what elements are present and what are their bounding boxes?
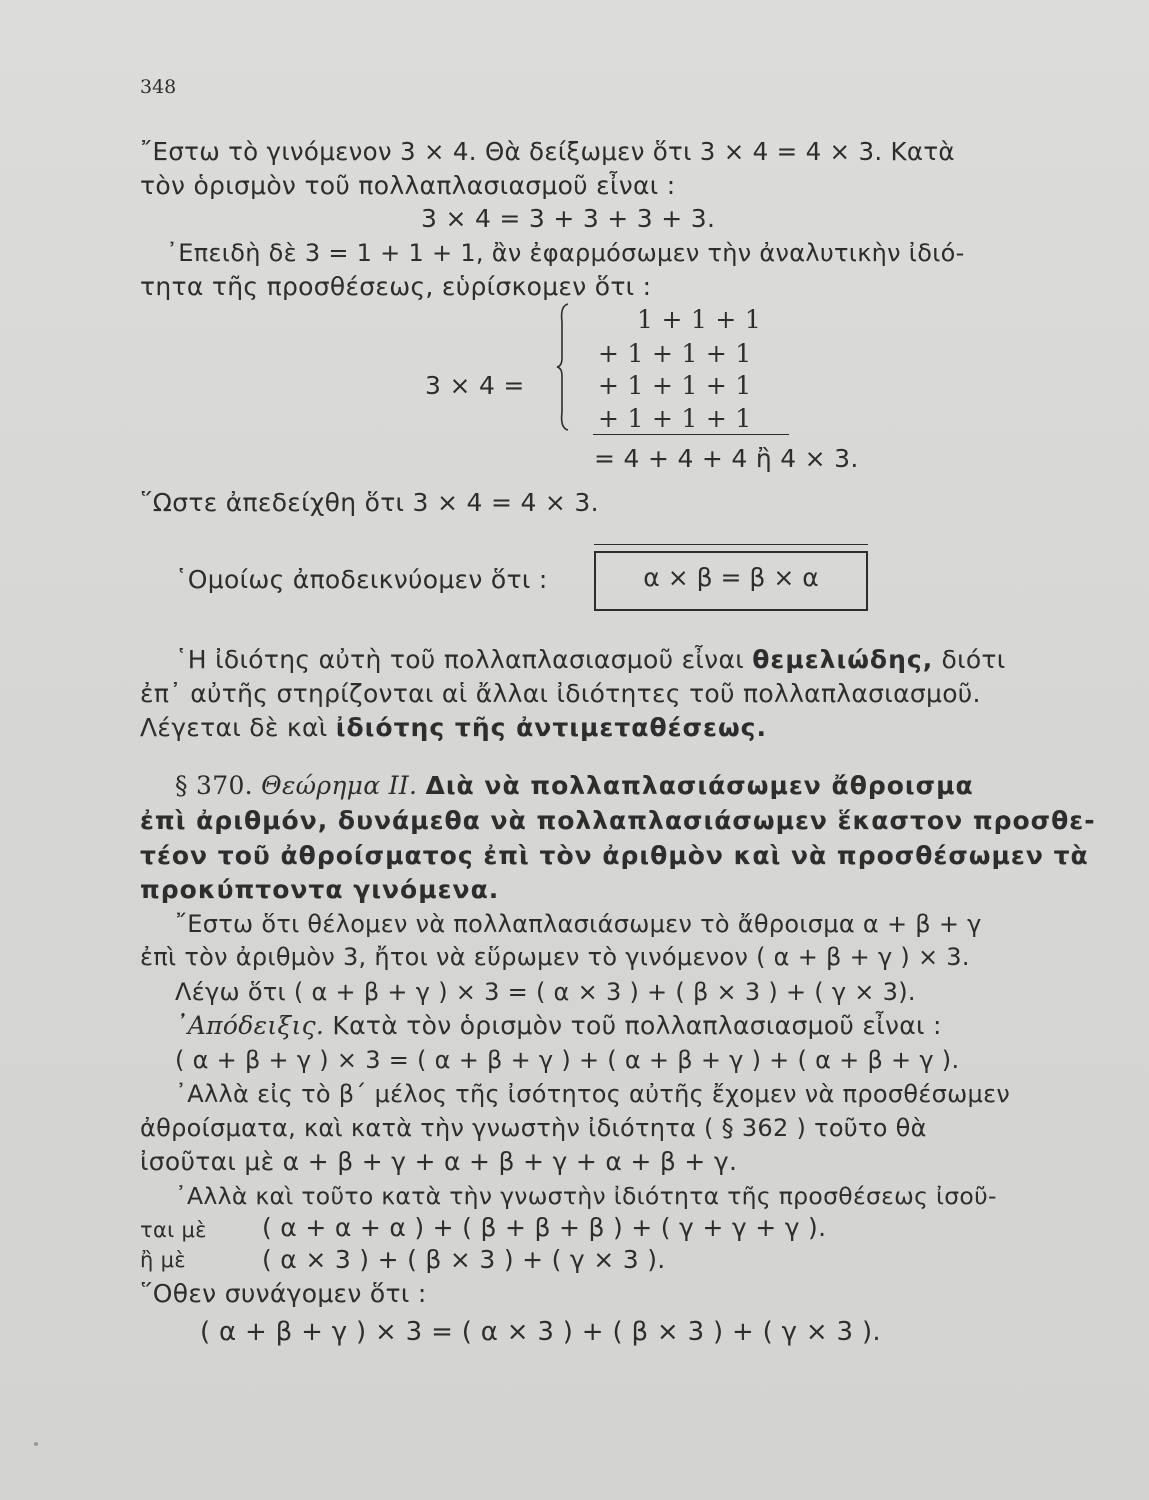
emphasis-text: θεμελιώδης, [752, 645, 934, 674]
text-line: ται μὲ [140, 1218, 207, 1242]
text-line: Λέγω ὅτι ( α + β + γ ) × 3 = ( α × 3 ) + ( β × 3 ) + ( γ × 3). [175, 978, 916, 1006]
boxed-identity [594, 551, 868, 611]
text-line: τητα τῆς προσθέσεως, εὑρίσκομεν ὅτι : [140, 272, 652, 301]
text-line: ᾿Επειδὴ δὲ 3 = 1 + 1 + 1, ἂν ἐφαρμόσωμεν τὴν ἀναλυτικὴν ἰδιό- [166, 239, 965, 267]
theorem-text: τέον τοῦ ἀθροίσματος ἐπὶ τὸν ἀριθμὸν καὶ νὰ προσθέσωμεν τὰ [140, 841, 1089, 870]
text-span: ῾Η ἰδιότης αὐτὴ τοῦ πολλαπλασιασμοῦ εἶναι [175, 645, 744, 674]
text-line: ῎Εστω ὅτι θέλομεν νὰ πολλαπλασιάσωμεν τὸ ἄθροισμα α + β + γ [175, 910, 982, 938]
theorem-heading [175, 770, 974, 802]
equation-line: 3 × 4 = 3 + 3 + 3 + 3. [421, 204, 716, 233]
text-line: ῾Ομοίως ἀποδεικνύομεν ὅτι : [175, 565, 548, 594]
matrix-row: + 1 + 1 + 1 [598, 371, 752, 400]
text-line: ῞Ωστε ἀπεδείχθη ὅτι 3 × 4 = 4 × 3. [140, 488, 599, 517]
text-line: ἐπὶ τὸν ἀριθμὸν 3, ἤτοι νὰ εὕρωμεν τὸ γινόμενον ( α + β + γ ) × 3. [140, 943, 970, 971]
paper-speck [34, 1442, 38, 1446]
matrix-row: 1 + 1 + 1 [637, 305, 762, 334]
text-line: ᾿Αλλὰ εἰς τὸ β΄ μέλος τῆς ἰσότητος αὐτῆς ἔχομεν νὰ προσθέσωμεν [175, 1080, 1011, 1108]
equation-line: ( α + α + α ) + ( β + β + β ) + ( γ + γ + γ ). [262, 1213, 827, 1242]
conclusion-equation: ( α + β + γ ) × 3 = ( α × 3 ) + ( β × 3 ) + ( γ × 3 ). [200, 1317, 881, 1347]
theorem-text: προκύπτοντα γινόμενα. [140, 875, 500, 904]
boxed-identity-text: α × β = β × α [643, 563, 819, 592]
equation-line: ( α + β + γ ) × 3 = ( α + β + γ ) + ( α + β + γ ) + ( α + β + γ ). [175, 1046, 960, 1074]
text-line: ῞Οθεν συνάγομεν ὅτι : [140, 1279, 427, 1308]
left-brace-icon [556, 302, 570, 432]
text-line: ἢ μὲ [140, 1248, 186, 1272]
text-line [140, 712, 767, 744]
proof-label: ᾿Απόδειξις. [175, 1011, 325, 1040]
text-line: τὸν ὁρισμὸν τοῦ πολλαπλασιασμοῦ εἶναι : [140, 171, 676, 200]
equation-line: ( α × 3 ) + ( β × 3 ) + ( γ × 3 ). [262, 1245, 666, 1274]
text-line [175, 644, 1006, 676]
theorem-label: Θεώρημα ΙΙ. [261, 771, 418, 800]
text-line: ᾿Αλλὰ καὶ τοῦτο κατὰ τὴν γνωστὴν ἰδιότητα τῆς προσθέσεως ἰσοῦ- [175, 1182, 997, 1210]
section-number: § 370. [175, 771, 253, 800]
theorem-text: ἐπὶ ἀριθμόν, δυνάμεθα νὰ πολλαπλασιάσωμεν ἕκαστον προσθε- [140, 806, 1096, 835]
text-line: ἰσοῦται μὲ α + β + γ + α + β + γ + α + β + γ. [140, 1147, 738, 1176]
text-line: ἐπ᾿ αὐτῆς στηρίζονται αἱ ἄλλαι ἰδιότητες τοῦ πολλαπλασιασμοῦ. [140, 679, 981, 708]
theorem-text: Διὰ νὰ πολλαπλασιάσωμεν ἄθροισμα [425, 771, 974, 800]
text-span: Λέγεται δὲ καὶ [140, 713, 328, 742]
matrix-result: = 4 + 4 + 4 ἢ 4 × 3. [594, 444, 859, 473]
text-line [175, 1010, 942, 1042]
text-span: διότι [941, 645, 1006, 674]
emphasis-text: ἰδιότης τῆς ἀντιμεταθέσεως. [335, 713, 767, 742]
box-top-rule [594, 544, 868, 545]
matrix-lhs: 3 × 4 = [425, 371, 525, 400]
matrix-row: + 1 + 1 + 1 [598, 404, 752, 433]
page-number: 348 [140, 76, 177, 98]
text-line: ῎Εστω τὸ γινόμενον 3 × 4. Θὰ δείξωμεν ὅτι 3 × 4 = 4 × 3. Κατὰ [140, 137, 955, 166]
matrix-row: + 1 + 1 + 1 [598, 339, 752, 368]
text-span: Κατὰ τὸν ὁρισμὸν τοῦ πολλαπλασιασμοῦ εἶναι : [332, 1011, 942, 1040]
sum-rule [593, 434, 789, 435]
text-line: ἀθροίσματα, καὶ κατὰ τὴν γνωστὴν ἰδιότητα ( § 362 ) τοῦτο θὰ [140, 1114, 927, 1142]
